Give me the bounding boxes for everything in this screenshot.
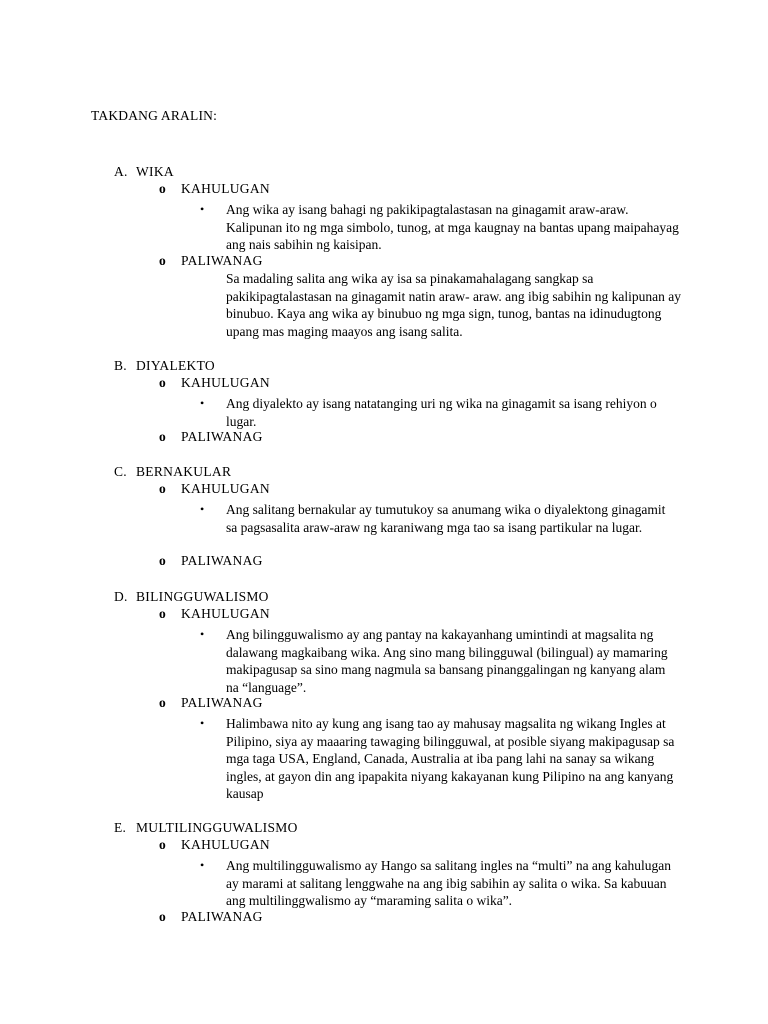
section-letter: C. [114,464,127,479]
section-letter: A. [114,164,128,179]
kahulugan-label: o KAHULUGAN [159,606,270,621]
kahulugan-item [200,201,680,254]
bullet-icon: • [200,396,205,410]
section-letter: B. [114,358,127,373]
kahulugan-label: o KAHULUGAN [159,481,270,496]
section-heading [114,589,269,605]
section-heading [114,820,298,836]
section-letter: D. [114,589,128,604]
kahulugan-item [200,857,680,910]
sub-marker: o [159,253,167,268]
kahulugan-item [200,501,680,536]
kahulugan-text: Ang multilingguwalismo ay Hango sa salitang ingles na “multi” na ang kahulugan ay marami at salitang lenggwahe na ang ibig sabihin ay salita o wika. Sa kabuuan ang multilinggwalismo ay “maraming salita o wika”. [226,858,672,908]
section-title: BILINGGUWALISMO [136,589,269,604]
section-title: MULTILINGGUWALISMO [136,820,298,835]
bullet-icon: • [200,502,205,516]
section-title: BERNAKULAR [136,464,232,479]
bullet-icon: • [200,716,205,730]
kahulugan-text: Ang diyalekto ay isang natatanging uri ng wika na ginagamit sa isang rehiyon o lugar. [226,396,657,429]
bullet-icon: • [200,627,205,641]
section-title: DIYALEKTO [136,358,215,373]
sub-marker: o [159,481,167,496]
paliwanag-text: Halimbawa nito ay kung ang isang tao ay mahusay magsalita ng wikang Ingles at Pilipino, siya ay maaaring tawaging bilingguwal, at posible siyang makipagusap sa mga taga USA, England, Canada, Australia at iba pang lahi na sanay sa wikang ingles, at gayon din ang ipapakita niyang kakayanan kung Pilipino na ang kanyang kausap [226,716,675,801]
kahulugan-item [200,395,680,430]
sub-marker: o [159,606,167,621]
kahulugan-text: Ang salitang bernakular ay tumutukoy sa anumang wika o diyalektong ginagamit sa pagsasalita araw-araw ng karaniwang mga tao sa isang partikular na lugar. [226,502,666,535]
section-letter: E. [114,820,127,835]
kahulugan-item [200,626,680,696]
paliwanag-label: o PALIWANAG [159,429,263,444]
kahulugan-text: Ang wika ay isang bahagi ng pakikipagtalastasan na ginagamit araw-araw. Kalipunan ito ng mga simbolo, tunog, at mga kaugnay na bantas upang maipahayag ang nais sabihin ng kaisipan. [226,202,679,252]
paliwanag-text: Sa madaling salita ang wika ay isa sa pinakamahalagang sangkap sa pakikipagtalastasan na ginagamit natin araw- araw. ang ibig sabihin ng kalipunan ay binubuo. Kaya ang wika ay binubuo ng mga sign, tunog, bantas na idinudugtong upang mas maging maayos ang isang salita. [226,271,681,339]
section-title: WIKA [136,164,174,179]
paliwanag-label: o PALIWANAG [159,253,263,268]
kahulugan-label: o KAHULUGAN [159,375,270,390]
section-heading [114,164,174,180]
paliwanag-label: o PALIWANAG [159,909,263,924]
bullet-icon: • [200,202,205,216]
paliwanag-item [200,715,680,803]
sub-marker: o [159,553,167,568]
paliwanag-label: o PALIWANAG [159,553,263,568]
kahulugan-text: Ang bilingguwalismo ay ang pantay na kakayanhang umintindi at magsalita ng dalawang magkaibang wika. Ang sino mang bilingguwal (bilingual) ay mamaring makipagusap sa sino mang nagmula sa bansang pinanggalingan ng kanyang alam na “language”. [226,627,668,695]
sub-marker: o [159,375,167,390]
kahulugan-label: o KAHULUGAN [159,837,270,852]
bullet-icon: • [200,858,205,872]
sub-marker: o [159,837,167,852]
kahulugan-label: o KAHULUGAN [159,181,270,196]
sub-marker: o [159,695,167,710]
sub-marker: o [159,909,167,924]
section-heading [114,358,215,374]
paliwanag-label: o PALIWANAG [159,695,263,710]
sub-marker: o [159,429,167,444]
sub-marker: o [159,181,167,196]
section-heading [114,464,231,480]
document-title: TAKDANG ARALIN: [91,108,218,123]
